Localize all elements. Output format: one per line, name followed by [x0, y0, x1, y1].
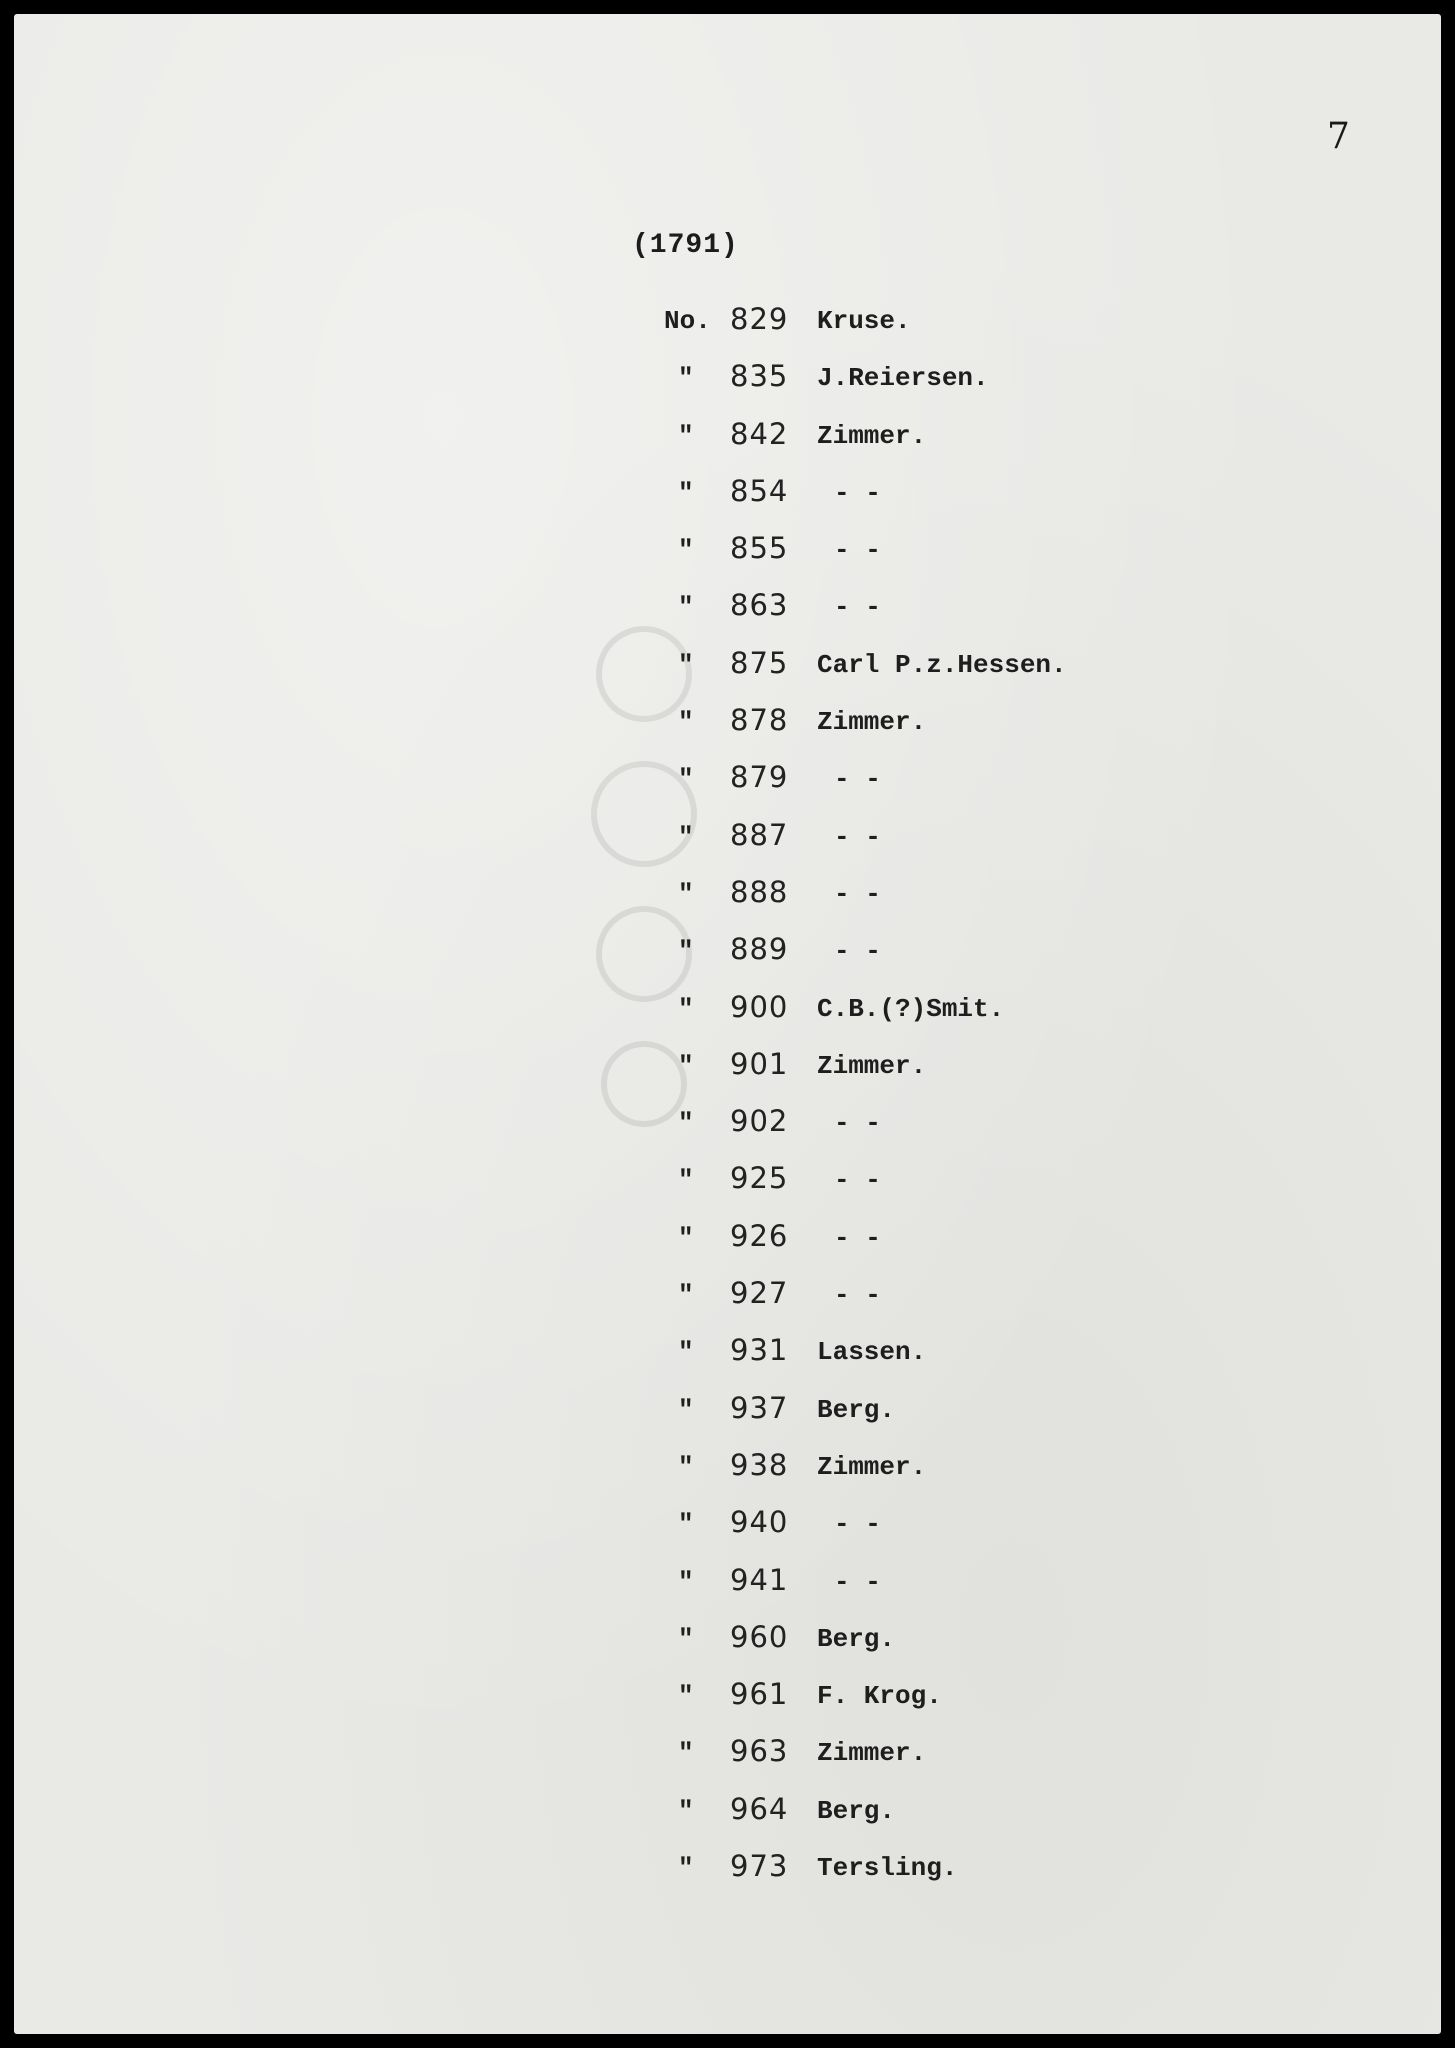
entry-prefix: ": [678, 878, 694, 909]
entry-prefix: ": [678, 1623, 694, 1654]
entry-name: Carl P.z.Hessen.: [817, 649, 1067, 680]
entry-prefix: ": [678, 707, 694, 738]
entry-prefix: No.: [664, 306, 711, 336]
entry-number: 961: [730, 1677, 789, 1712]
entry-prefix: ": [678, 936, 694, 967]
entry-name: J.Reiersen.: [817, 363, 989, 394]
entry-number: 927: [730, 1276, 789, 1311]
entry-number: 835: [730, 359, 789, 394]
entry-prefix: ": [678, 592, 694, 623]
entry-name: Berg.: [817, 1394, 896, 1425]
entry-number: 926: [730, 1218, 789, 1253]
entry-name: Lassen.: [817, 1337, 927, 1368]
entry-name: Zimmer.: [817, 1738, 927, 1769]
entry-number: 854: [730, 473, 789, 508]
entry-name: - -: [834, 592, 881, 623]
year-heading: (1791): [632, 230, 739, 261]
entry-prefix: ": [678, 1681, 694, 1712]
entry-number: 879: [730, 760, 789, 795]
entry-prefix: ": [678, 1795, 694, 1826]
entry-prefix: ": [678, 1853, 694, 1884]
entry-name: Kruse.: [817, 306, 911, 336]
entry-prefix: ": [678, 1337, 694, 1368]
entry-number: 940: [730, 1505, 789, 1540]
entry-prefix: ": [678, 363, 694, 394]
entry-name: - -: [834, 1222, 881, 1253]
entry-number: 829: [730, 302, 789, 336]
entry-number: 901: [730, 1046, 789, 1081]
entry-prefix: ": [678, 1566, 694, 1597]
entry-name: - -: [834, 1108, 881, 1139]
document-page: [14, 14, 1441, 2034]
entry-prefix: ": [678, 821, 694, 852]
entry-number: 842: [730, 416, 789, 451]
entry-name: - -: [834, 1165, 881, 1196]
entry-number: 938: [730, 1447, 789, 1482]
entry-number: 973: [730, 1849, 789, 1884]
entry-prefix: ": [678, 1050, 694, 1081]
entry-name: C.B.(?)Smit.: [817, 993, 1005, 1024]
entry-prefix: ": [678, 993, 694, 1024]
entry-name: - -: [834, 1509, 881, 1540]
entry-name: - -: [834, 936, 881, 967]
entry-name: Berg.: [817, 1623, 896, 1654]
entry-name: Zimmer.: [817, 420, 927, 451]
entry-number: 900: [730, 989, 789, 1024]
entry-name: Zimmer.: [817, 707, 927, 738]
entry-number: 889: [730, 932, 789, 967]
entry-name: - -: [834, 878, 881, 909]
entry-number: 931: [730, 1333, 789, 1368]
entry-prefix: ": [678, 1738, 694, 1769]
entry-number: 925: [730, 1161, 789, 1196]
entry-prefix: ": [678, 477, 694, 508]
entry-number: 902: [730, 1104, 789, 1139]
entry-prefix: ": [678, 1280, 694, 1311]
entry-number: 863: [730, 588, 789, 623]
entry-number: 878: [730, 703, 789, 738]
entry-name: - -: [834, 477, 881, 508]
entry-prefix: ": [678, 1394, 694, 1425]
entry-name: - -: [834, 821, 881, 852]
entry-number: 964: [730, 1791, 789, 1826]
entry-number: 960: [730, 1619, 789, 1654]
entry-name: Zimmer.: [817, 1050, 927, 1081]
entry-name: F. Krog.: [817, 1681, 942, 1712]
entry-name: - -: [834, 764, 881, 795]
entry-number: 937: [730, 1390, 789, 1425]
entry-name: - -: [834, 1280, 881, 1311]
entry-number: 887: [730, 817, 789, 852]
entry-prefix: ": [678, 1509, 694, 1540]
entry-prefix: ": [678, 420, 694, 451]
entry-name: - -: [834, 535, 881, 566]
entry-prefix: ": [678, 535, 694, 566]
entry-number: 941: [730, 1562, 789, 1597]
entry-prefix: ": [678, 1451, 694, 1482]
entry-name: Zimmer.: [817, 1451, 927, 1482]
entry-name: Berg.: [817, 1795, 896, 1826]
entry-number: 855: [730, 531, 789, 566]
page-number: 7: [1327, 116, 1350, 157]
entry-prefix: ": [678, 1108, 694, 1139]
entry-number: 888: [730, 874, 789, 909]
entry-prefix: ": [678, 1222, 694, 1253]
entry-name: - -: [834, 1566, 881, 1597]
entry-number: 875: [730, 645, 789, 680]
entry-number: 963: [730, 1734, 789, 1769]
entry-name: Tersling.: [817, 1853, 958, 1884]
entry-prefix: ": [678, 764, 694, 795]
entry-prefix: ": [678, 1165, 694, 1196]
entry-prefix: ": [678, 649, 694, 680]
